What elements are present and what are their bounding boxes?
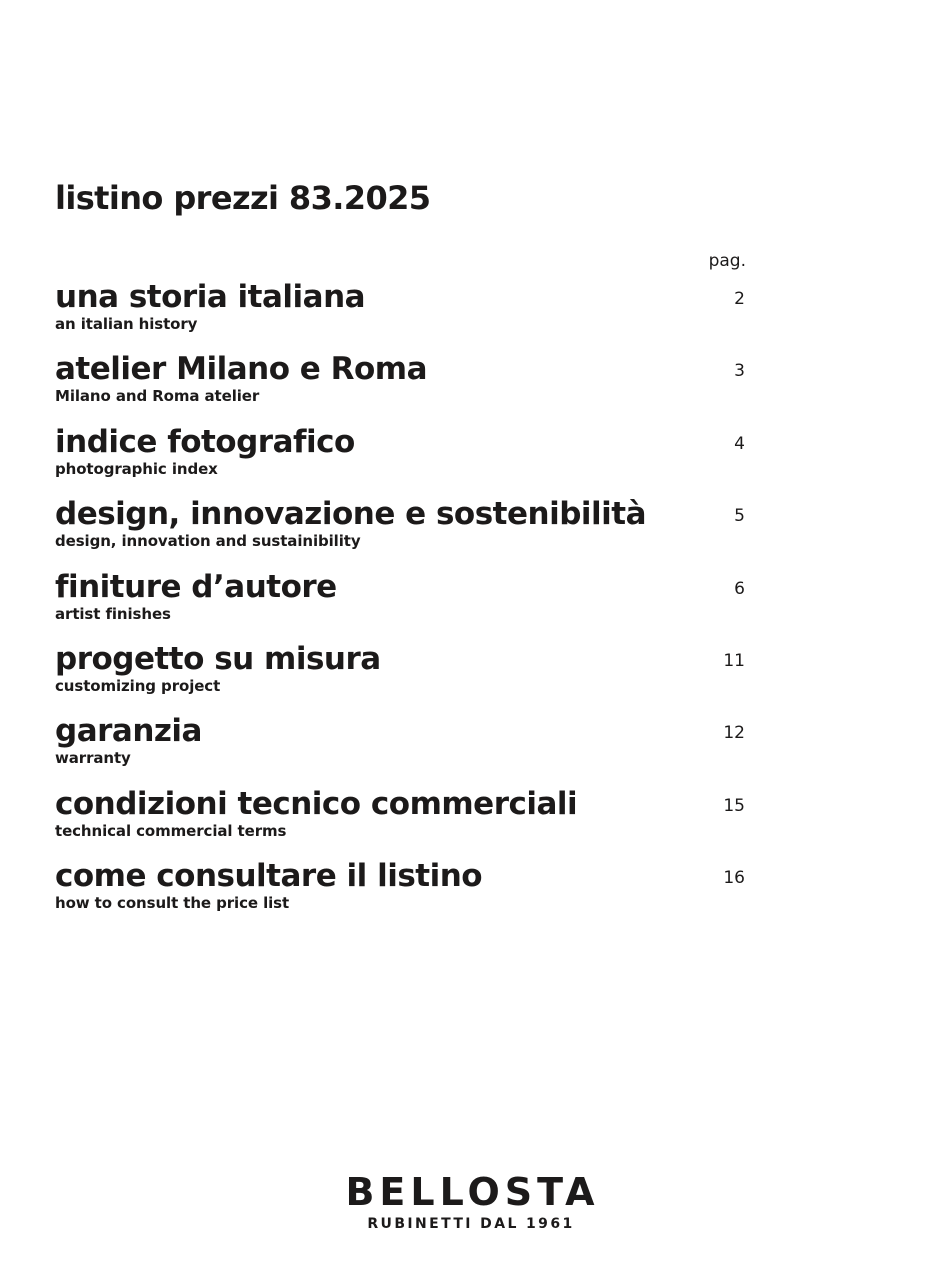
toc-entry	[55, 495, 747, 567]
toc-entry-subtitle: technical commercial terms	[55, 821, 287, 840]
toc-entry-subtitle: artist finishes	[55, 604, 171, 623]
toc-entry-title: come consultare il listino	[55, 858, 483, 895]
document-title: listino prezzi 83.2025	[55, 179, 431, 217]
toc-entry-page: 3	[734, 361, 745, 382]
brand-logo	[300, 1170, 640, 1233]
toc-entry	[55, 785, 747, 857]
table-of-contents	[55, 278, 747, 930]
toc-entry-page: 4	[734, 433, 745, 454]
toc-entry	[55, 568, 747, 640]
toc-entry	[55, 640, 747, 712]
brand-name: BELLOSTA	[345, 1170, 600, 1214]
toc-entry	[55, 857, 747, 929]
toc-entry-subtitle: an italian history	[55, 315, 198, 333]
toc-entry-title: finiture d’autore	[55, 568, 337, 605]
toc-entry-page: 6	[734, 578, 745, 599]
toc-entry-subtitle: warranty	[55, 749, 131, 768]
toc-entry-title: atelier Milano e Roma	[55, 351, 428, 388]
brand-tagline: RUBINETTI DAL 1961	[367, 1216, 575, 1232]
toc-entry	[55, 278, 747, 350]
toc-entry	[55, 423, 747, 495]
toc-entry-page: 16	[723, 868, 745, 889]
toc-entry-page: 11	[723, 650, 745, 671]
toc-entry-subtitle: customizing project	[55, 676, 221, 695]
toc-entry-subtitle: Milano and Roma atelier	[55, 387, 260, 406]
toc-entry-subtitle: design, innovation and sustainibility	[55, 532, 361, 551]
toc-entry-title: design, innovazione e sostenibilità	[55, 496, 647, 533]
toc-entry-title: progetto su misura	[55, 640, 381, 677]
toc-entry-title: garanzia	[55, 713, 202, 750]
toc-entry-page: 15	[723, 795, 745, 816]
toc-entry-subtitle: how to consult the price list	[55, 894, 290, 913]
page-column-header: pag.	[708, 251, 746, 271]
toc-entry-page: 5	[734, 506, 745, 527]
toc-entry-page: 12	[723, 723, 745, 744]
toc-entry	[55, 350, 747, 422]
toc-entry-subtitle: photographic index	[55, 459, 218, 478]
toc-entry	[55, 712, 747, 784]
toc-entry-title: indice fotografico	[55, 423, 355, 460]
toc-entry-title: una storia italiana	[55, 279, 366, 315]
toc-entry-title: condizioni tecnico commerciali	[55, 785, 578, 822]
toc-entry-page: 2	[734, 289, 745, 309]
